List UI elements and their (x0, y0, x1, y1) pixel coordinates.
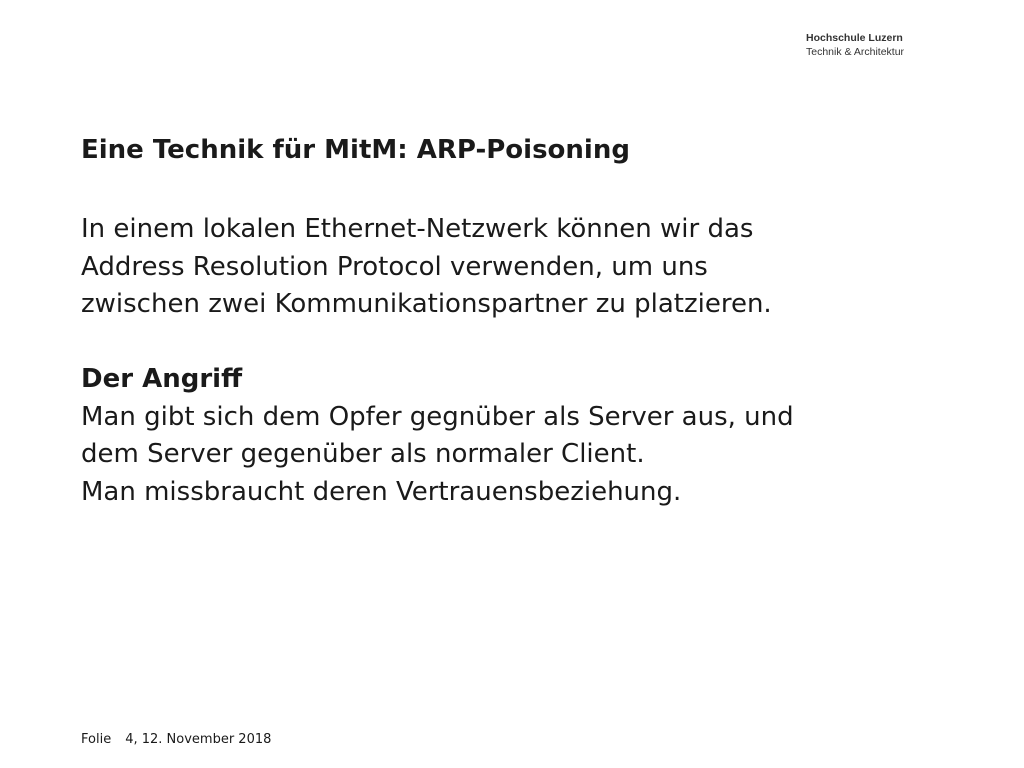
university-logo (806, 31, 904, 59)
slide-footer (81, 731, 271, 749)
logo-line-2: Technik & Architektur (806, 46, 905, 58)
footer-label: Folie (81, 732, 112, 747)
slide-title: Eine Technik für MitM: ARP-Poisoning (81, 135, 630, 165)
attack-heading: Der Angriff (81, 364, 243, 394)
attack-line: dem Server gegenüber als normaler Client. (81, 439, 645, 469)
intro-paragraph (81, 211, 772, 324)
intro-line: zwischen zwei Kommunikationspartner zu platzieren. (81, 289, 772, 319)
attack-line: Man missbraucht deren Vertrauensbeziehung. (81, 476, 682, 507)
footer-page-date: 4, 12. November 2018 (125, 732, 272, 747)
intro-line: In einem lokalen Ethernet-Netzwerk können wir das (81, 214, 754, 244)
intro-line: Address Resolution Protocol verwenden, um uns (81, 251, 708, 282)
logo-line-1: Hochschule Luzern (806, 32, 903, 44)
attack-line: Man gibt sich dem Opfer gegnüber als Server aus, und (81, 401, 794, 432)
attack-section (81, 361, 794, 511)
